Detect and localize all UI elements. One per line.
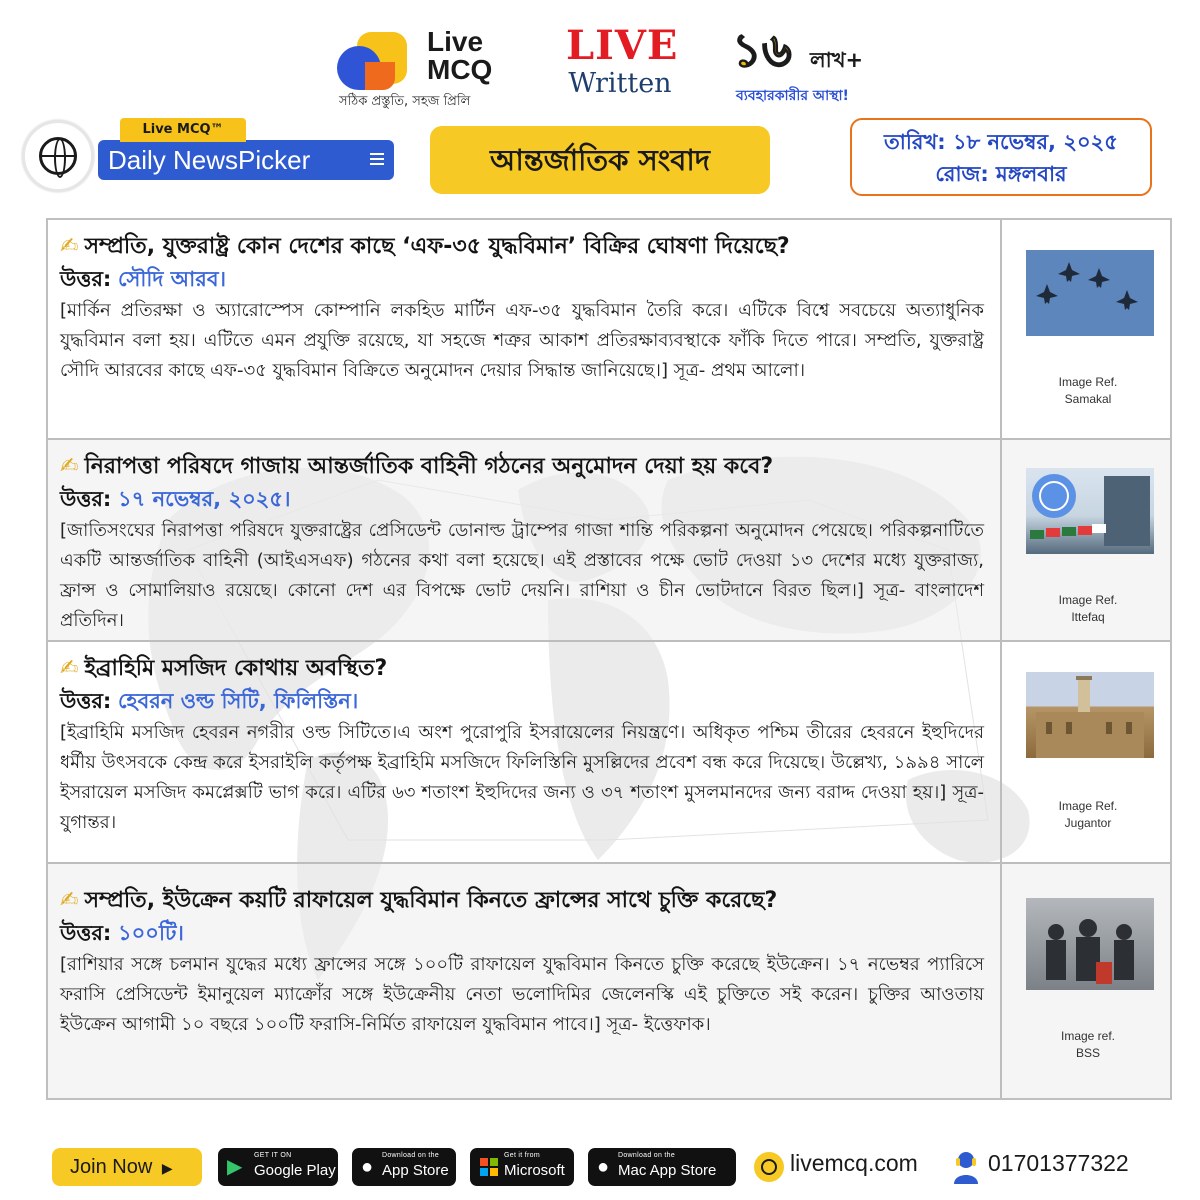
user-phone-icon (952, 1150, 980, 1184)
question-text: সম্প্রতি, ইউক্রেন কয়টি রাফায়েল যুদ্ধবিমান কিনতে ফ্রান্সের সাথে চুক্তি করেছে? (84, 888, 778, 913)
image-ref (1002, 1028, 1172, 1062)
image-ref-label: Image Ref. (1058, 375, 1118, 389)
mosque-icon (1026, 672, 1154, 758)
phone-number[interactable]: 01701377322 (988, 1150, 1129, 1176)
app-store-small-text: Download on the (382, 1152, 440, 1159)
news-explanation: [জাতিসংঘের নিরাপত্তা পরিষদে যুক্তরাষ্ট্রের প্রেসিডেন্ট ডোনাল্ড ট্রাম্পের গাজা শান্তি পরিকল্পনা অনুমোদন পেয়েছে। পরিকল্পনাটিতে একটি আন্তর্জাতিক বাহিনী (আইএসএফ) গঠনের কথা বলা হয়েছে। এই প্রস্তাবের পক্ষে ভোট দেওয়া ১৩ দেশের মধ্যে যুক্তরাজ্য, ফ্রান্স ও সোমালিয়াও রয়েছে। কোনো দেশ এর বিপক্ষে ভোট দেয়নি। রাশিয়া ও চীন ভোটদানে বিরত ছিল।] সূত্র- বাংলাদেশ প্রতিদিন। (60, 520, 984, 631)
answer-label: উত্তর: (60, 487, 112, 511)
image-ref-source: Ittefaq (1071, 610, 1105, 624)
question-text: ইব্রাহিমি মসজিদ কোথায় অবস্থিত? (84, 656, 388, 681)
section-title: আন্তর্জাতিক সংবাদ (430, 126, 770, 194)
google-play-button[interactable] (218, 1148, 338, 1186)
users-word: লাখ+ (810, 48, 864, 72)
logo-word-live: Live (427, 26, 484, 57)
play-icon: ▶ (161, 1160, 173, 1176)
news-question (60, 230, 984, 264)
lines-icon (370, 153, 384, 168)
news-row-4 (48, 864, 1172, 1100)
image-ref-source: Samakal (1064, 392, 1112, 406)
answer-value: ১০০টি। (118, 921, 184, 945)
news-row-1 (48, 220, 1172, 440)
news-question (60, 652, 984, 686)
question-text: নিরাপত্তা পরিষদে গাজায় আন্তর্জাতিক বাহিনী গঠনের অনুমোদন দেয়া হয় কবে? (84, 454, 774, 479)
question-text: সম্প্রতি, যুক্তরাষ্ট্র কোন দেশের কাছে ‘এফ-৩৫ যুদ্ধবিমান’ বিক্রির ঘোষণা দিয়েছে? (84, 234, 790, 259)
news-text-cell (48, 642, 1002, 862)
app-store-button[interactable] (352, 1148, 456, 1186)
daily-newspicker-badge (22, 118, 374, 192)
newspicker-emblem (22, 120, 94, 192)
image-ref-source: Jugantor (1064, 816, 1112, 830)
un-emblem-icon (1026, 468, 1154, 554)
mosque-thumbnail (1026, 672, 1154, 758)
news-text-cell (48, 864, 1002, 1100)
answer-value: সৌদি আরব। (118, 267, 227, 291)
users-number: ১৬ (732, 23, 792, 77)
apple-icon: ● (597, 1156, 610, 1178)
mac-app-store-button[interactable] (588, 1148, 736, 1186)
un-flags-thumbnail (1026, 468, 1154, 554)
jets-icon (1026, 250, 1154, 336)
signing-thumbnail (1026, 898, 1154, 990)
answer-value: ১৭ নভেম্বর, ২০২৫। (118, 487, 291, 511)
written-label: Written (568, 68, 672, 99)
mac-store-small-text: Download on the (618, 1152, 676, 1159)
newspicker-title: Daily NewsPicker (108, 145, 311, 175)
news-image-cell (1002, 220, 1172, 438)
logo-wordmark (427, 28, 492, 84)
logo-tagline: সঠিক প্রস্তুতি, সহজ প্রিলি (339, 94, 471, 109)
news-row-3 (48, 642, 1172, 864)
news-image-cell (1002, 864, 1172, 1100)
image-ref-source: BSS (1075, 1046, 1100, 1060)
news-explanation: [রাশিয়ার সঙ্গে চলমান যুদ্ধের মধ্যে ফ্রান্সের সঙ্গে ১০০টি রাফায়েল যুদ্ধবিমান কিনতে চুক্তি করেছে ইউক্রেন। ১৭ নভেম্বর প্যারিসে ফরাসি প্রেসিডেন্ট ইমানুয়েল ম্যাক্রোঁর সঙ্গে ইউক্রেনীয় নেতা ভলোদিমির জেলেনস্কি এই চুক্তিতে সই করেন। চুক্তির আওতায় ইউক্রেন আগামী ১০ বছরে ১০০টি ফরাসি-নির্মিত রাফায়েল যুদ্ধবিমান পাবে।] সূত্র- ইত্তেফাক। (60, 954, 984, 1035)
livemcq-logo (335, 28, 515, 112)
news-text-cell (48, 220, 1002, 438)
date-line: তারিখ: ১৮ নভেম্বর, ২০২৫ (884, 130, 1118, 154)
users-badge (732, 24, 902, 104)
news-question (60, 884, 984, 918)
image-ref (1002, 798, 1172, 832)
live-written-logo (566, 22, 679, 100)
news-image-cell (1002, 440, 1172, 640)
microsoft-small-text: Get it from (504, 1152, 540, 1159)
globe-icon (39, 137, 77, 175)
google-play-icon: ▶ (227, 1156, 243, 1178)
newspicker-title-bar (98, 140, 394, 180)
fighter-jets-thumbnail (1026, 250, 1154, 336)
day-line: রোজ: মঙ্গলবার (935, 162, 1067, 186)
news-answer (60, 686, 984, 716)
image-ref (1002, 374, 1172, 408)
apple-icon: ● (361, 1156, 374, 1178)
image-ref-label: Image Ref. (1058, 593, 1118, 607)
website-link[interactable]: livemcq.com (790, 1150, 918, 1176)
news-image-cell (1002, 642, 1172, 862)
answer-label: উত্তর: (60, 921, 112, 945)
web-icon (754, 1152, 784, 1182)
answer-label: উত্তর: (60, 267, 112, 291)
news-answer (60, 918, 984, 948)
image-ref-label: Image Ref. (1058, 799, 1118, 813)
date-box (850, 118, 1152, 196)
news-explanation: [মার্কিন প্রতিরক্ষা ও অ্যারোস্পেস কোম্পানি লকহিড মার্টিন এফ-৩৫ যুদ্ধবিমান তৈরি করে। এটিকে বিশ্বে সবচেয়ে অত্যাধুনিক যুদ্ধবিমান বলা হয়। এটিতে এমন প্রযুক্তি রয়েছে, যা সহজে শত্রুর আকাশ প্রতিরক্ষাব্যবস্থাকে ফাঁকি দিতে পারে। সম্প্রতি, যুক্তরাষ্ট্র সৌদি আরবের কাছে এফ-৩৫ যুদ্ধবিমান বিক্রিতে অনুমোদন দেয়ার সিদ্ধান্ত জানিয়েছে।] সূত্র- প্রথম আলো। (60, 300, 984, 381)
newspicker-tab: Live MCQ™ (120, 118, 246, 142)
pen-icon: ✍ (60, 656, 79, 681)
google-play-big-text: Google Play (254, 1162, 336, 1179)
image-ref (1002, 592, 1172, 626)
pen-icon: ✍ (60, 454, 79, 479)
microsoft-icon (480, 1158, 498, 1176)
join-now-label: Join Now (70, 1156, 153, 1178)
news-table (46, 218, 1172, 1100)
image-ref-label: Image ref. (1060, 1029, 1116, 1043)
join-now-button[interactable] (52, 1148, 202, 1186)
microsoft-store-button[interactable] (470, 1148, 574, 1186)
logo-word-mcq: MCQ (427, 54, 493, 85)
news-question (60, 450, 984, 484)
app-store-big-text: App Store (382, 1162, 449, 1179)
news-explanation: [ইব্রাহিমি মসজিদ হেবরন নগরীর ওল্ড সিটিতে।এ অংশ পুরোপুরি ইসরায়েলের নিয়ন্ত্রণে। অধিকৃত পশ্চিম তীরের হেবরনে ইহুদিদের ধর্মীয় উৎসবকে কেন্দ্র করে ইসরাইলি কর্তৃপক্ষ ইব্রাহিমি মসজিদে ফিলিস্তিনি মুসল্লিদের প্রবেশ বন্ধ করে দিয়েছে। উল্লেখ্য, ১৯৯৪ সালে ইসরায়েল মসজিদ কমপ্লেক্সটি ভাগ করে। এটির ৬৩ শতাংশ ইহুদিদের জন্য ও ৩৭ শতাংশ মুসলমানদের জন্য বরাদ্দ দেওয়া হয়।] সূত্র- যুগান্তর। (60, 722, 984, 833)
users-caption: ব্যবহারকারীর আস্থা! (736, 88, 849, 104)
answer-label: উত্তর: (60, 689, 112, 713)
mac-store-big-text: Mac App Store (618, 1162, 717, 1179)
news-answer (60, 484, 984, 514)
news-row-2 (48, 440, 1172, 642)
people-icon (1026, 898, 1154, 990)
news-answer (60, 264, 984, 294)
pen-icon: ✍ (60, 888, 79, 913)
pen-icon: ✍ (60, 234, 79, 259)
footer (0, 1144, 1200, 1190)
answer-value: হেবরন ওল্ড সিটি, ফিলিস্তিন। (118, 689, 359, 713)
google-play-small-text: GET IT ON (254, 1152, 292, 1159)
livemcq-logo-mark-icon (335, 32, 411, 90)
microsoft-big-text: Microsoft (504, 1162, 565, 1179)
news-text-cell (48, 440, 1002, 640)
live-label: LIVE (566, 22, 679, 69)
